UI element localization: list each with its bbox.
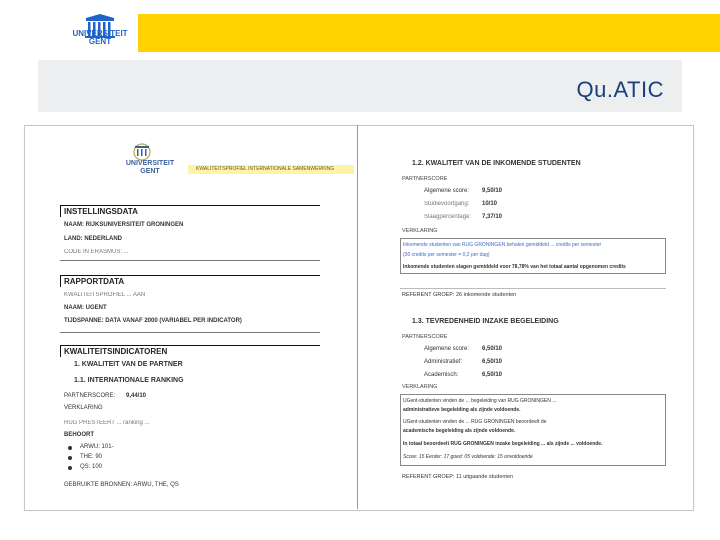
explanation2-text1: UGent-studenten vinden de ... begeleiding van RUG GRONINGEN ...	[403, 398, 557, 404]
report-line3: TIJDSPANNE: DATA VANAF 2000 (VARIABEL PER INDICATOR)	[64, 318, 242, 324]
section-heading-rapportdata: RAPPORTDATA	[60, 275, 320, 287]
institution-country: LAND: NEDERLAND	[64, 236, 122, 242]
section-1-3-heading: 1.3. TEVREDENHEID INZAKE BEGELEIDING	[412, 318, 559, 325]
score-row2-value: 10/10	[482, 201, 498, 207]
section-heading-kwaliteit: KWALITEITSINDICATOREN	[60, 345, 320, 357]
logo-text-line2: GENT	[88, 37, 112, 46]
ranking-text: RUG PRESTEERT ... ranking ...	[64, 420, 150, 426]
logo-text-line1: UNIVERSITEIT	[72, 29, 128, 38]
page-divider	[357, 125, 358, 509]
partnerscore-value: 9,44/10	[126, 393, 147, 399]
ranking-arwu: ARWU: 101-	[80, 444, 114, 450]
explanation-text2: (30 credits per semester = 0,2 per dag)	[403, 252, 490, 258]
partnerscore-label: PARTNERSCORE	[402, 334, 448, 340]
section-heading-instellingsdata: INSTELLINGSDATA	[60, 205, 320, 217]
report-line2: NAAM: UGENT	[64, 305, 107, 311]
partnerscore-label: PARTNERSCORE	[402, 176, 448, 182]
alg-score-label: Algemene score:	[424, 188, 470, 194]
explanation-text1: Inkomende studenten van RUG GRONINGEN behalen gemiddeld ... credits per semester	[403, 242, 602, 248]
ranking-text-2: BEHOORT	[64, 432, 94, 438]
score-row3-label: Slaagpercentage:	[424, 214, 472, 220]
acad-value: 6,50/10	[482, 372, 503, 378]
verklaring-label: VERKLARING	[402, 228, 438, 234]
section-divider	[60, 260, 320, 261]
institution-name: NAAM: RIJKSUNIVERSITEIT GRONINGEN	[64, 222, 184, 228]
explanation2-text5: In totaal beoordeelt RUG GRONINGEN inzake begeleiding ... als zijnde ... voldoende.	[403, 441, 603, 447]
alg-score-value: 9,50/10	[482, 188, 503, 194]
explanation2-text3: UGent-studenten vinden de ... RUG GRONINGEN beoordeelt de	[403, 419, 547, 425]
bullet-icon	[68, 466, 72, 470]
bullet-icon	[68, 456, 72, 460]
page-title: Qu.ATIC	[576, 77, 664, 102]
logo-text	[70, 30, 130, 46]
partnerscore-label: PARTNERSCORE:	[64, 393, 116, 399]
score-row2-label: Studievoortgang:	[424, 201, 470, 207]
ugent-line1: UNIVERSITEIT	[125, 160, 175, 167]
report-line1: KWALITEITSPROFIEL ... AAN	[64, 292, 146, 298]
explanation-text3: Inkomende studenten slagen gemiddeld voor 78,78% van het totaal aantal opgenomen credits	[403, 264, 626, 270]
alg-score2-value: 6,50/10	[482, 346, 503, 352]
ranking-the: THE: 90	[80, 454, 103, 460]
institution-code: CODE IN ERASMUS: ...	[64, 249, 129, 255]
bullet-icon	[68, 446, 72, 450]
explanation2-text6: Score: 15 Eerder: 17 goed: 05 voldoende: 15 onvoldoende	[403, 454, 533, 460]
header-accent-bar	[138, 14, 720, 52]
ugent-logo-text	[120, 160, 180, 176]
ranking-qs: QS: 100	[80, 464, 103, 470]
sub-heading-partner: 1. KWALITEIT VAN DE PARTNER	[74, 361, 183, 368]
explanation2-text2: administratieve begeleiding als zijnde voldoende.	[403, 407, 521, 413]
admin-value: 6,50/10	[482, 359, 503, 365]
verklaring2-label: VERKLARING	[402, 384, 438, 390]
verklaring-label: VERKLARING	[64, 405, 103, 411]
divider-line	[400, 288, 666, 289]
profile-banner: KWALITEITSPROFIEL INTERNATIONALE SAMENWERKING	[188, 165, 354, 174]
referent-group: REFERENT GROEP: 26 inkomende studenten	[402, 292, 517, 298]
ugent-line2: GENT	[140, 168, 160, 175]
acad-label: Academisch:	[424, 372, 459, 378]
admin-label: Administratief:	[424, 359, 463, 365]
alg-score2-label: Algemene score:	[424, 346, 470, 352]
sources-line: GEBRUIKTE BRONNEN: ARWU, THE, QS	[64, 482, 179, 488]
sub-heading-ranking: 1.1. INTERNATIONALE RANKING	[74, 377, 184, 384]
referent-group-2: REFERENT GROEP: 11 uitgaande studenten	[402, 474, 514, 480]
score-row3-value: 7,37/10	[482, 214, 503, 220]
explanation2-text4: academische begeleiding als zijnde voldoende.	[403, 428, 516, 434]
section-divider	[60, 332, 320, 333]
section-1-2-heading: 1.2. KWALITEIT VAN DE INKOMENDE STUDENTEN	[412, 160, 581, 167]
